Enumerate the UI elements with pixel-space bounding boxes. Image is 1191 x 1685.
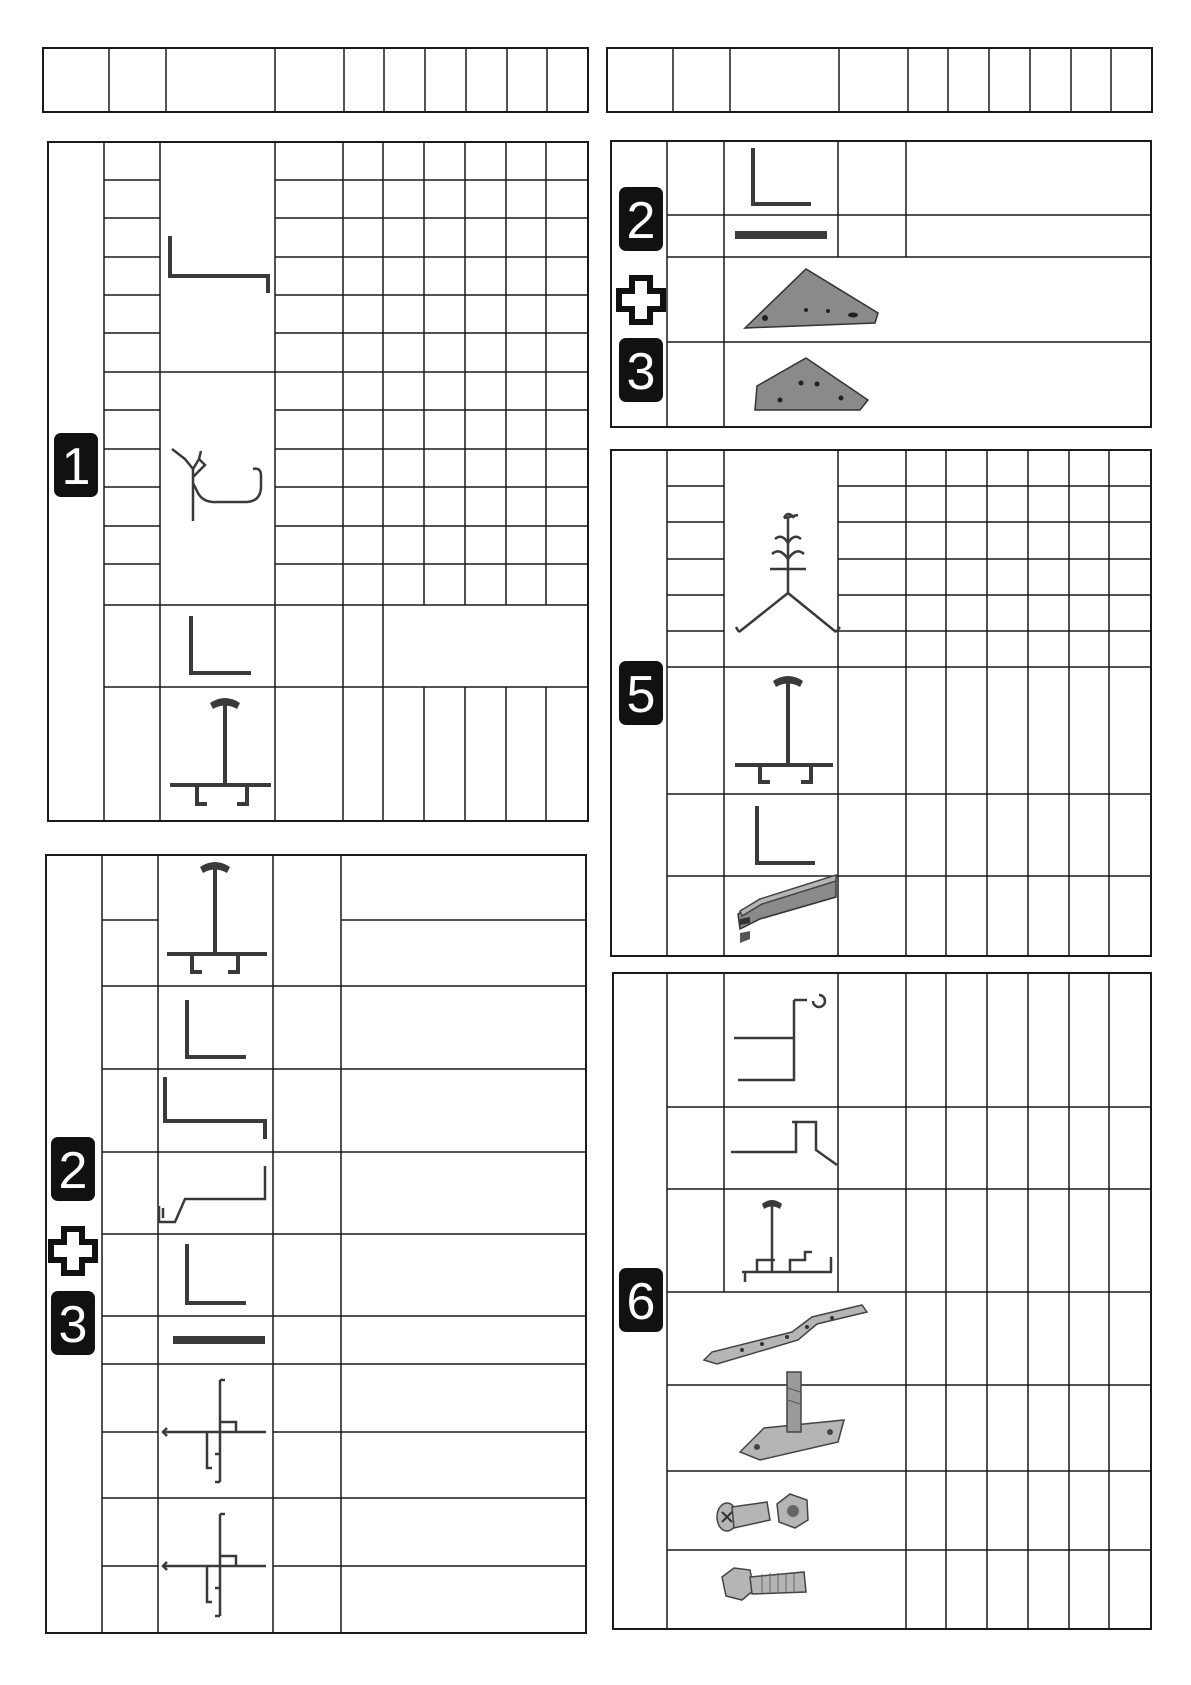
drilled-strap-part xyxy=(704,1305,867,1364)
svg-text:5: 5 xyxy=(626,666,656,724)
t-channel-profile xyxy=(742,1200,832,1282)
hex-bolt-part xyxy=(722,1568,806,1600)
section-2-3-badge-right xyxy=(619,187,663,402)
channel-profile-part xyxy=(738,875,836,943)
section-1-badge xyxy=(54,433,98,497)
svg-text:2: 2 xyxy=(626,192,656,250)
section-6-badge xyxy=(619,1268,663,1332)
svg-text:1: 1 xyxy=(61,438,91,496)
cross-profile-1 xyxy=(163,1380,266,1482)
triangle-bracket-large xyxy=(745,269,878,328)
section-5-badge xyxy=(619,661,663,725)
section-1-table xyxy=(47,141,591,824)
triangle-bracket-small xyxy=(755,358,868,410)
plus-cross-icon xyxy=(619,278,663,322)
flat-lip-profile xyxy=(731,1122,837,1165)
t-bar-profile-1 xyxy=(170,698,271,804)
svg-text:3: 3 xyxy=(58,1296,88,1354)
section-2-3-table-right xyxy=(610,140,1155,430)
plus-cross-icon xyxy=(51,1229,95,1273)
svg-text:2: 2 xyxy=(58,1142,88,1200)
section-5-table xyxy=(610,449,1155,959)
cross-profile-2 xyxy=(163,1514,266,1616)
header-grid-left xyxy=(42,47,590,115)
stepped-hook-profile xyxy=(734,995,825,1080)
section-2-3-badge-left xyxy=(51,1137,95,1355)
section-2-3-table-left xyxy=(45,854,590,1636)
svg-text:6: 6 xyxy=(626,1273,656,1331)
header-grid-right xyxy=(606,47,1154,115)
ridge-profile xyxy=(736,514,840,632)
svg-text:3: 3 xyxy=(626,343,656,401)
section-6-table xyxy=(612,972,1155,1632)
screw-and-nut-part xyxy=(717,1494,808,1531)
